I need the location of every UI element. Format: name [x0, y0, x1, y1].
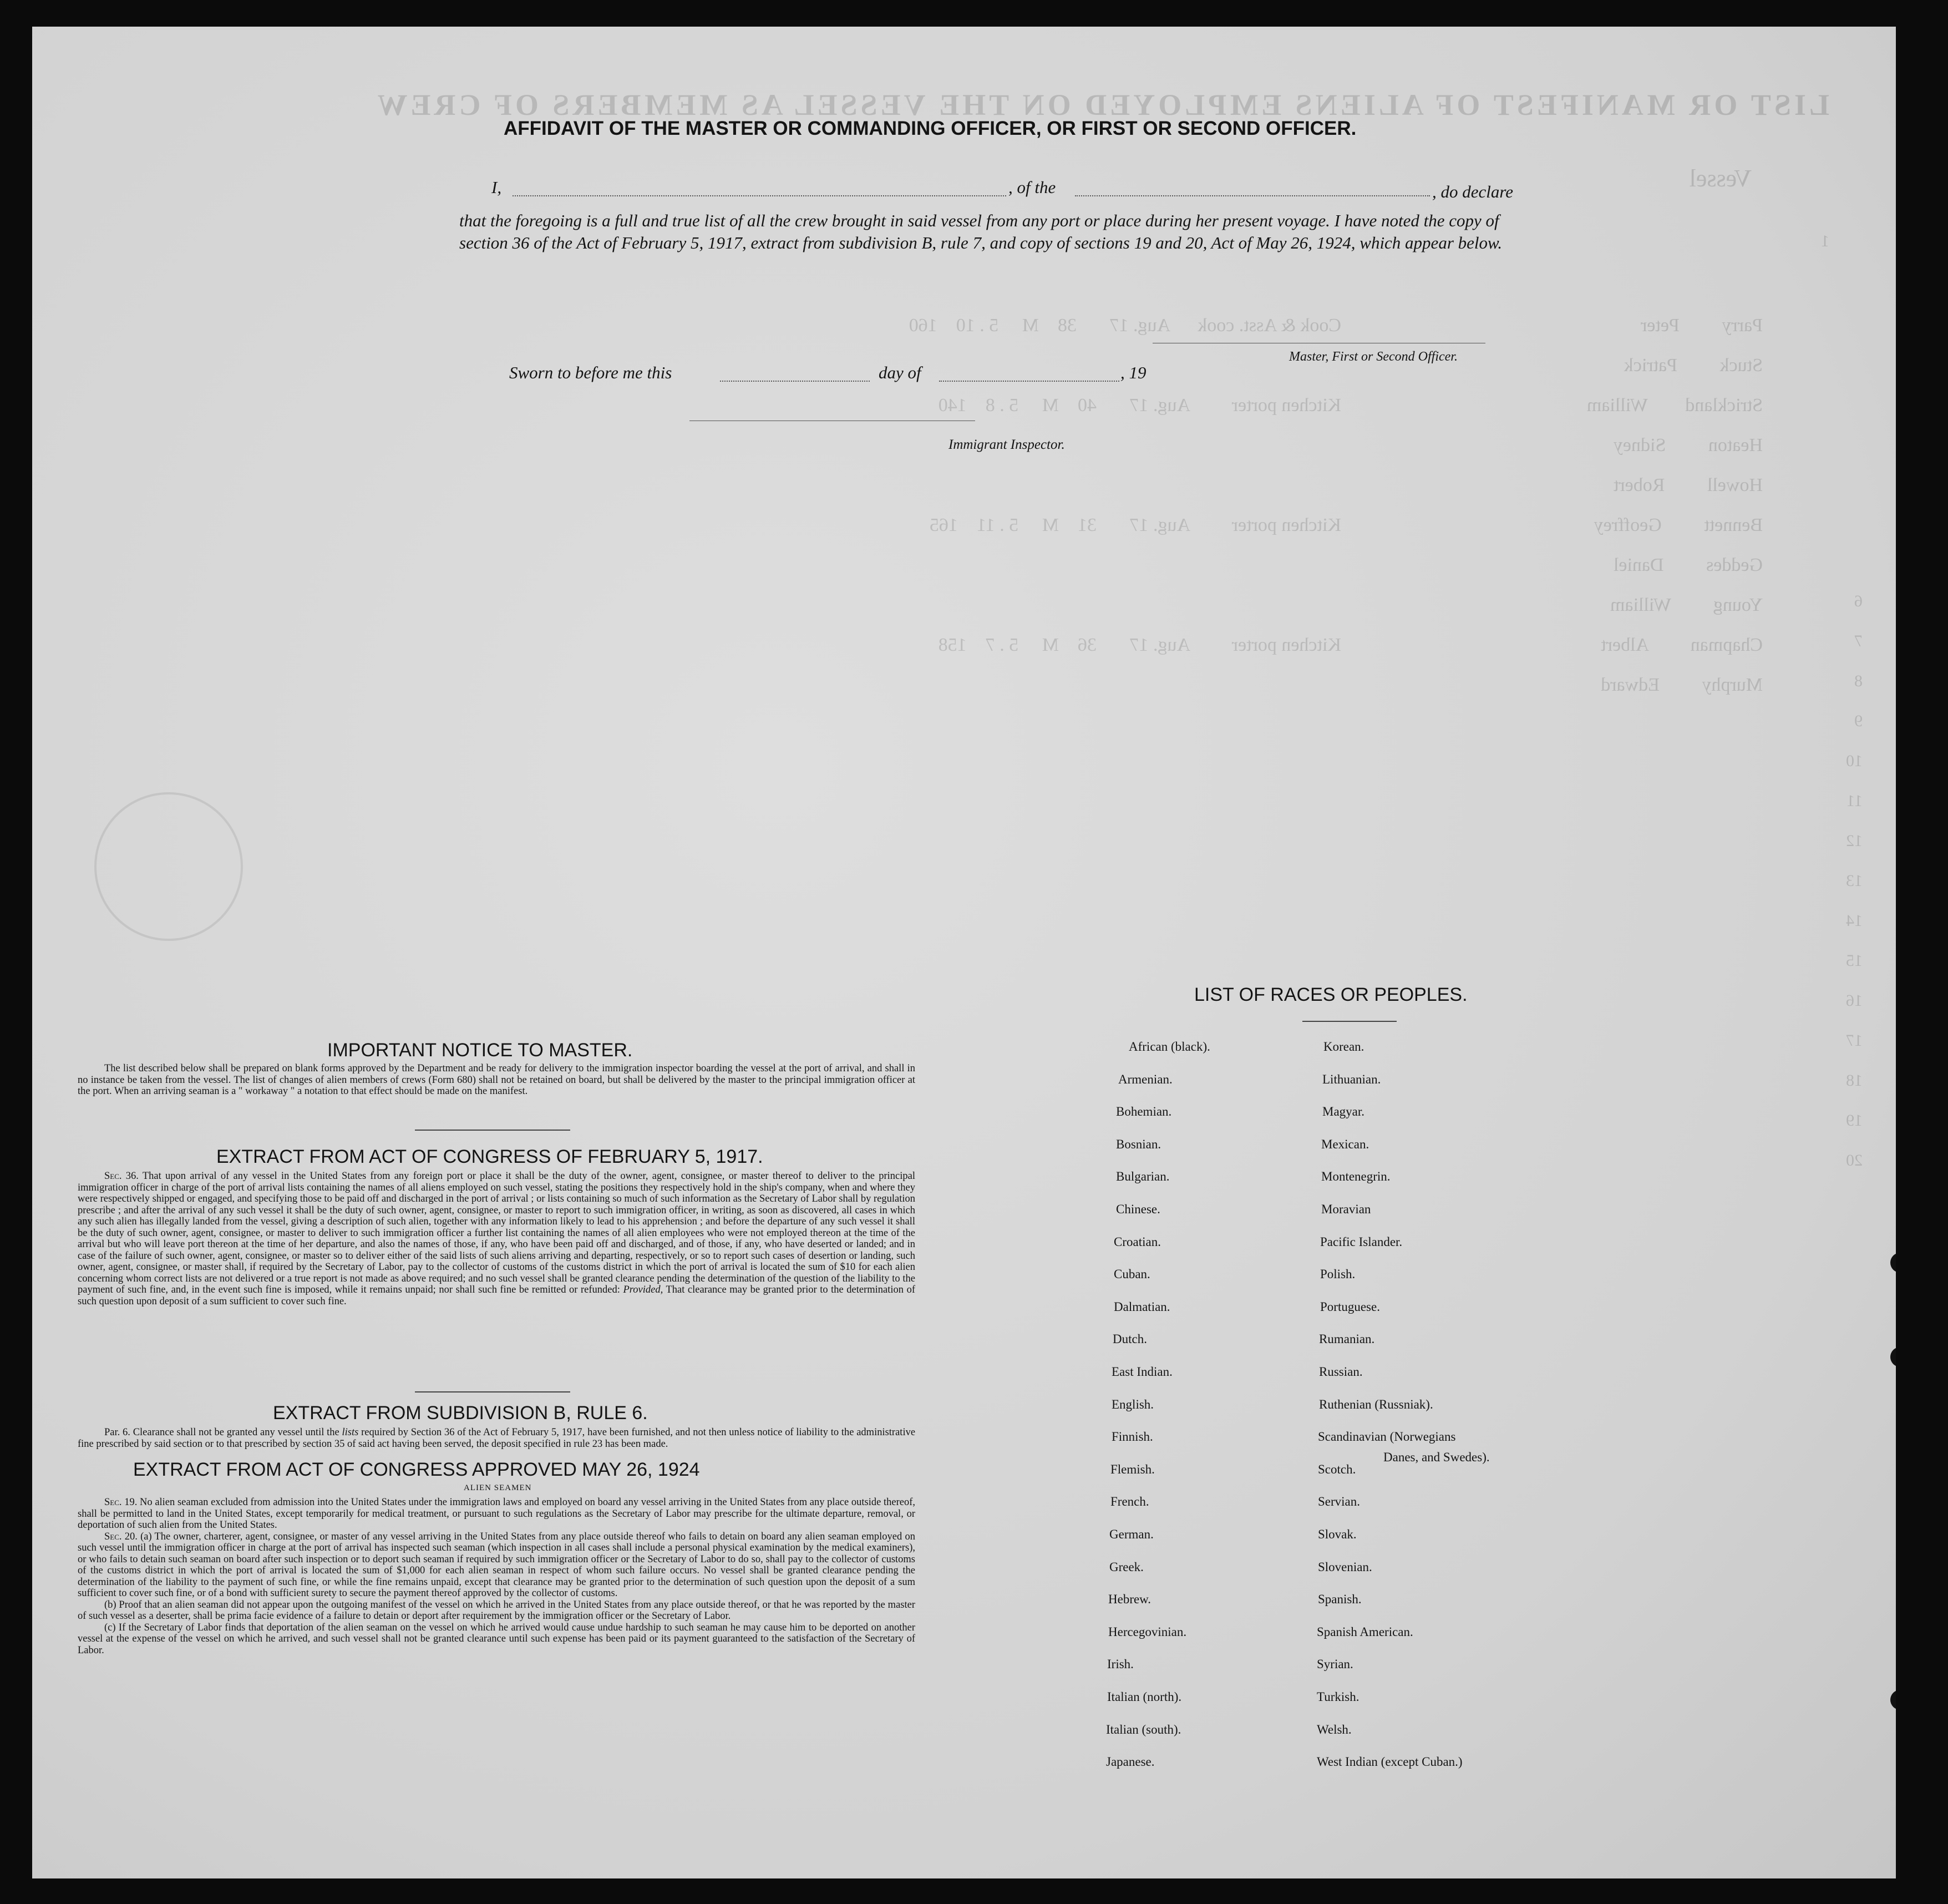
race-item: Bulgarian. [1116, 1169, 1170, 1184]
race-item: Servian. [1318, 1495, 1361, 1509]
alien-seamen-subheading: ALIEN SEAMEN [464, 1483, 532, 1492]
affidavit-of-the-label: , of the [1008, 178, 1056, 197]
extract-1924-heading: EXTRACT FROM ACT OF CONGRESS APPROVED MAY 26, 1924 [133, 1459, 700, 1480]
race-item: Turkish. [1317, 1690, 1359, 1704]
rule-6-heading: EXTRACT FROM SUBDIVISION B, RULE 6. [273, 1402, 648, 1424]
notice-text [78, 1063, 915, 1097]
notice-paragraph: The list described below shall be prepared on blank forms approved by the Department and be ready for delivery to the immigration inspector boarding the vessel at the port of arrival, and shall in no instance be taken from the vessel. The list of changes of alien members of crews (Form 680) shall not be retained on board, but shall be delivered by the master to the principal immigration officer at the port. When an arriving seaman is a " workaway " a notation to that effect should be made on the manifest. [78, 1063, 915, 1097]
race-item: Italian (north). [1107, 1690, 1182, 1704]
notice-heading: IMPORTANT NOTICE TO MASTER. [327, 1040, 633, 1061]
race-item: Bosnian. [1116, 1137, 1161, 1151]
divider [415, 1130, 570, 1131]
race-item: Polish. [1320, 1267, 1356, 1282]
race-item: Rumanian. [1319, 1332, 1375, 1346]
race-item: Chinese. [1116, 1202, 1160, 1216]
race-item: East Indian. [1112, 1365, 1173, 1379]
race-item: Spanish American. [1317, 1624, 1413, 1639]
affidavit-i-label: I, [491, 178, 502, 197]
rule-6-text: Par. 6. Clearance shall not be granted any vessel until the lists required by Section 36 of the Act of February 5, 1917, have been furnished, and not then unless notice of liability to the administrative fine prescribed by said section or to that prescribed by section 35 of said act having been served, the deposit specified in rule 23 has been made. [78, 1427, 916, 1450]
race-item: Magyar. [1322, 1105, 1365, 1119]
race-item: Mexican. [1321, 1137, 1369, 1151]
sworn-day-of-label: day of [879, 363, 921, 382]
inspector-label: Immigrant Inspector. [948, 437, 1065, 452]
affidavit-body: that the foregoing is a full and true list of all the crew brought in said vessel from any port or place during her present voyage. I have noted the copy of section 36 of the Act of February 5, 1917, extract from subdivision B, rule 7, and copy of sections 19 and 20, Act of May 26, 1924, which appear below. [459, 211, 1503, 252]
vessel-blank[interactable] [1075, 195, 1430, 196]
race-item: Flemish. [1110, 1462, 1155, 1476]
race-item: German. [1109, 1527, 1154, 1541]
extract-1917-text [78, 1171, 915, 1307]
sworn-year-label: , 19 [1120, 363, 1147, 382]
race-item: Moravian [1321, 1202, 1371, 1216]
divider [1302, 1021, 1397, 1022]
race-item: Welsh. [1317, 1722, 1352, 1736]
race-item: Slovak. [1318, 1527, 1357, 1541]
race-item: Greek. [1109, 1559, 1144, 1574]
race-item: Armenian. [1118, 1072, 1173, 1086]
race-item: Lithuanian. [1322, 1072, 1381, 1086]
signature-label: Master, First or Second Officer. [1289, 350, 1458, 364]
race-item: Japanese. [1106, 1755, 1155, 1769]
race-item: Korean. [1323, 1040, 1364, 1054]
divider [415, 1391, 570, 1392]
race-item: Hebrew. [1108, 1592, 1151, 1607]
race-item: Bohemian. [1116, 1105, 1172, 1119]
race-item: Ruthenian (Russniak). [1319, 1397, 1433, 1411]
race-item: Finnish. [1112, 1430, 1153, 1444]
race-item: English. [1112, 1397, 1154, 1411]
race-item: Irish. [1107, 1657, 1134, 1672]
sworn-month-blank[interactable] [939, 381, 1119, 382]
name-blank[interactable] [513, 195, 1006, 196]
race-item: Slovenian. [1318, 1559, 1372, 1574]
par-6-label: Par. 6. [104, 1427, 130, 1438]
race-item: Pacific Islander. [1320, 1234, 1403, 1249]
manifest-page [32, 27, 1896, 1878]
sworn-label: Sworn to before me this [509, 363, 672, 382]
race-item-continuation: Danes, and Swedes). [1383, 1450, 1490, 1464]
race-item: Italian (south). [1106, 1722, 1181, 1736]
race-item: French. [1110, 1495, 1149, 1509]
affidavit-declare-label: , do declare [1432, 182, 1514, 201]
race-item: Russian. [1319, 1365, 1363, 1379]
sec-36-text: That upon arrival of any vessel in the United States from any foreign port or place it shall be the duty of the owner, agent, consignee, or master thereof to deliver to the principal immigration officer in charge of the port of arrival lists containing the names of all aliens employed on such vessel, stating the positions they respectively hold in the ship's company, when and where they were respectively shipped or engaged, and specifying those to be paid off and discharged in the port of arrival ; or lists containing so much of such information as the Secretary of Labor shall by regulation prescribe ; and after the arrival of any such vessel it shall be the duty of such owner, agent, consignee, or master to report to such immigration officer, in writing, as soon as discovered, all cases in which any such alien has illegally landed from the vessel, giving a description of such alien, together with any information likely to lead to his apprehension ; and before the departure of any such vessel it shall be the duty of such owner, agent, consignee, or master to deliver to such immigration officer a further list containing the names of all alien employees who were not employed thereon at the time of the arrival but who will leave port thereon at the time of her departure, and also the names of those, if any, who have been paid off and discharged, and of those, if any, who have deserted or landed; and in case of the failure of such owner, agent, consignee, or master so to deliver either of the said lists of such aliens arriving and departing, respectively, or so to report such cases of desertion or landing, such owner, agent, consignee, or master shall, if required by the Secretary of Labor, pay to the collector of customs of the customs district in which the port of arrival is located the sum of $10 for each alien concerning whom correct lists are not delivered or a true report is not made as above required; and no such vessel shall be granted clearance pending the determination of the question of the liability to the payment of such fine, and, in the event such fine is imposed, while it remains unpaid; nor shall such fine be remitted or refunded: [78, 1171, 916, 1295]
provided-text: That clearance may be granted prior to the determination of such question upon deposit of a sum sufficient to cover such fine. [78, 1284, 915, 1307]
race-item: Spanish. [1318, 1592, 1362, 1607]
race-item: West Indian (except Cuban.) [1317, 1755, 1463, 1769]
race-item: Dalmatian. [1114, 1299, 1170, 1314]
race-item: Croatian. [1114, 1234, 1161, 1249]
race-item: African (black). [1129, 1040, 1210, 1054]
sworn-day-blank[interactable] [720, 381, 870, 382]
race-item: Dutch. [1113, 1332, 1147, 1346]
race-item: Cuban. [1114, 1267, 1150, 1282]
race-item: Portuguese. [1320, 1299, 1380, 1314]
sec-36-label: Sec. 36. [104, 1171, 139, 1182]
affidavit-heading: AFFIDAVIT OF THE MASTER OR COMMANDING OFFICER, OR FIRST OR SECOND OFFICER. [504, 118, 1357, 139]
extract-1924-text: Sec. 19. No alien seaman excluded from admission into the United States under the immigration laws and employed on board any vessel arriving in the United States from any place outside thereof, shall be permitted to land in the United States, except temporarily for medical treatment, or pursuant to such regulations as the Secretary of Labor may prescribe for the ultimate departure, removal, or deportation of such alien from the United States. Sec. 20. (a) The owner, charterer, agent, consignee, or master of any vessel arriving in the United States from any place outside thereof who fails to detain on board any alien seaman employed on such vessel until the immigration officer in charge at the port of arrival has inspected such seaman (which inspection in all cases shall include a personal physical examination by the medical examiners), or who fails to detain such seaman on board after such inspection or to deport such seaman if required by such immigration officer or the Secretary of Labor to do so, shall pay to the collector of customs of the customs district in which the port of arrival is located the sum of $1,000 for each alien seaman in respect of whom such failure occurs. No vessel shall be granted clearance pending the determination of the liability to the payment of such fine, or while the fine remains unpaid, except that clearance may be granted prior to the determination of such question upon the deposit of a sum sufficient to cover such fine, or of a bond with sufficient surety to secure the payment thereof approved by the collector of customs. (b) Proof that an alien seaman did not appear upon the outgoing manifest of the vessel on which he arrived in the United States from any place outside thereof, or that he was reported by the master of such vessel as a deserter, shall be prima facie evidence of a failure to detain or deport after requirement by the immigration officer or the Secretary of Labor. (c) If the Secretary of Labor finds that deportation of the alien seaman on the vessel on which he arrived would cause undue hardship to such seaman he may cause him to be deported on another vessel at the expense of the vessel on which he arrived, and such vessel shall not be granted clearance until such expense has been paid or its payment guaranteed to the satisfaction of the Secretary of Labor. [78, 1497, 916, 1656]
race-item: Scotch. [1318, 1462, 1356, 1476]
bleed-through: LIST OR MANIFEST OF ALIENS EMPLOYED ON THE VESSEL AS MEMBERS OF CREW Vessel 1 Parry Peter Stuck Patrick Strickland William Heaton Sidney Howell Robert Bennett Geoffrey Geddes Daniel Young William Chapman Albert Murphy Edward Cook & Asst. cook Aug. 17 38 M 5 . 10 160 Kitchen porter Aug. 17 40 M 5 . 8 140 Kitchen porter Aug. 17 31 M 5 . 11 165 Kitchen porter Aug. 17 36 M 5 . 7 158 6 7 8 9 10 11 12 13 14 15 16 17 18 19 20 [32, 27, 1896, 1878]
race-item: Hercegovinian. [1108, 1624, 1187, 1639]
provided-label: Provided, [623, 1284, 663, 1295]
extract-1917-heading: EXTRACT FROM ACT OF CONGRESS OF FEBRUARY 5, 1917. [216, 1146, 763, 1167]
races-heading: LIST OF RACES OR PEOPLES. [1194, 984, 1468, 1005]
race-item: Montenegrin. [1321, 1169, 1391, 1184]
race-item: Syrian. [1317, 1657, 1353, 1672]
race-item: Scandinavian (Norwegians [1318, 1430, 1456, 1444]
